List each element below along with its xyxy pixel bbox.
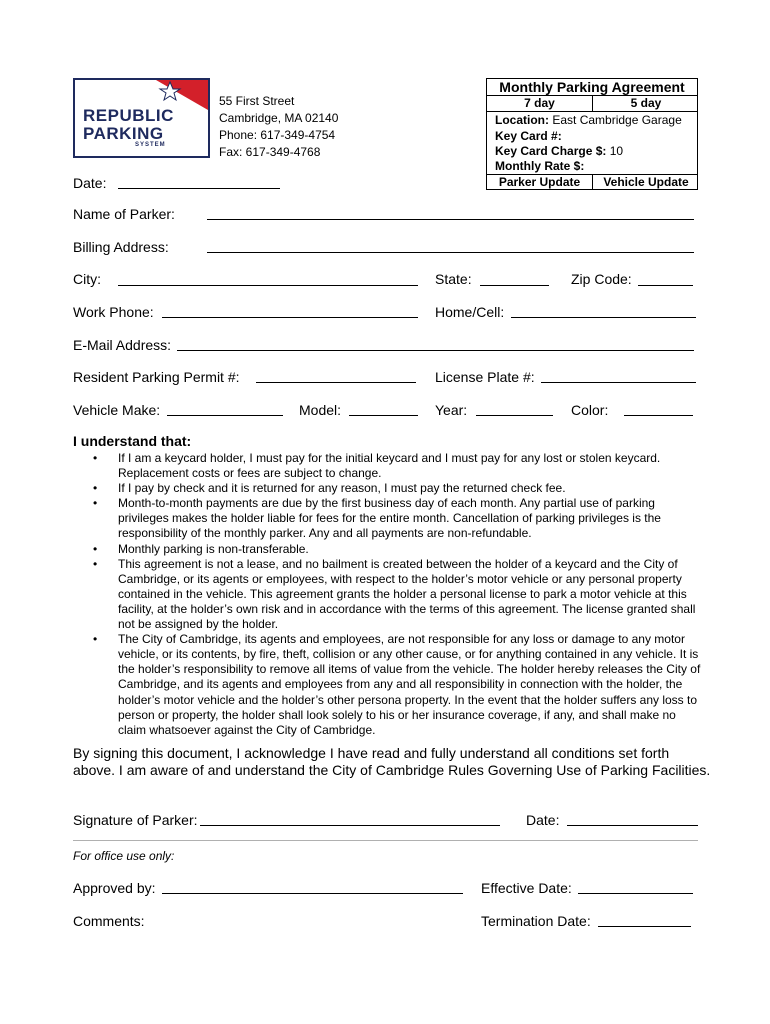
day-option-row [487, 96, 697, 112]
office-divider [73, 840, 698, 841]
make-label: Vehicle Make: [73, 402, 161, 418]
comments-label: Comments: [73, 913, 145, 929]
city-label: City: [73, 271, 101, 287]
location-line [495, 112, 682, 128]
option-5-day[interactable]: 5 day [630, 96, 662, 110]
agreement-title-row [487, 79, 697, 96]
agreement-box [486, 78, 698, 190]
republic-parking-logo [73, 78, 210, 158]
parker-update-option[interactable]: Parker Update [487, 175, 593, 190]
list-item: • If I am a keycard holder, I must pay for the initial keycard and I must pay for any lost or stolen keycard. Replacement costs or fees are subject to change. [93, 451, 703, 481]
signature-date-field[interactable] [567, 825, 698, 826]
termination-date-label: Termination Date: [481, 913, 591, 929]
keycard-charge-line [495, 143, 623, 159]
year-field[interactable] [476, 415, 553, 416]
color-field[interactable] [624, 415, 693, 416]
model-field[interactable] [349, 415, 418, 416]
year-label: Year: [435, 402, 468, 418]
make-field[interactable] [167, 415, 283, 416]
location-value: East Cambridge Garage [552, 113, 682, 127]
work-phone-label: Work Phone: [73, 304, 154, 320]
work-phone-field[interactable] [162, 317, 418, 318]
zip-label: Zip Code: [571, 271, 632, 287]
list-item: • Monthly parking is non-transferable. [93, 542, 703, 557]
acknowledgement-text: By signing this document, I acknowledge I have read and fully understand all conditions set forth above. I am aware of and understand the City of Cambridge Rules Governing Use of Parking Facilities. [73, 745, 711, 778]
signature-label: Signature of Parker: [73, 812, 198, 828]
logo-word-system: SYSTEM [135, 142, 166, 148]
option-7-day[interactable]: 7 day [487, 96, 593, 111]
vehicle-update-option[interactable]: Vehicle Update [603, 175, 689, 189]
list-item: • If I pay by check and it is returned for any reason, I must pay the returned check fee. [93, 481, 703, 496]
date-label: Date: [73, 175, 107, 191]
list-item: • This agreement is not a lease, and no bailment is created between the holder of a keycard and the City of Cambridge, or its agents or employees, with respect to the holder’s motor vehicle or any personal property contained in the vehicle. This agreement grants the holder a personal license to park a motor vehicle at this facility, at the holder’s own risk and in accordance with the terms of this agreement. The license granted shall not be assigned by the holder. [93, 557, 703, 632]
permit-label: Resident Parking Permit #: [73, 369, 240, 385]
address-fax: Fax: 617-349-4768 [219, 145, 321, 159]
permit-field[interactable] [256, 382, 416, 383]
license-label: License Plate #: [435, 369, 535, 385]
signature-date-label: Date: [526, 812, 560, 828]
terms-list [93, 451, 703, 738]
keycard-charge-label: Key Card Charge $: [495, 144, 607, 158]
signature-field[interactable] [200, 825, 500, 826]
address-city: Cambridge, MA 02140 [219, 111, 339, 125]
name-field[interactable] [207, 219, 694, 220]
list-item: • The City of Cambridge, its agents and employees, are not responsible for any loss or damage to any motor vehicle, or its contents, by fire, theft, collision or any other cause, or for anything contained in any vehicle. It is the holder’s responsibility to remove all items of value from the vehicle. The holder hereby releases the City of Cambridge, and its agents and employees from any and all responsibility in connection with the holder, the holder’s motor vehicle and the holder’s other persona property. In the event that the holder suffers any loss to person or property, the holder shall look solely to his or her insurance coverage, if any, and shall make no claim whatsoever against the City of Cambridge. [93, 632, 703, 738]
office-use-heading: For office use only: [73, 849, 175, 863]
city-field[interactable] [118, 285, 418, 286]
location-label: Location: [495, 113, 549, 127]
approved-by-label: Approved by: [73, 880, 156, 896]
model-label: Model: [299, 402, 342, 418]
termination-date-field[interactable] [598, 926, 691, 927]
keycard-label: Key Card #: [495, 129, 562, 143]
license-field[interactable] [541, 382, 696, 383]
zip-field[interactable] [638, 285, 693, 286]
terms-heading: I understand that: [73, 433, 192, 449]
keycard-charge-value: 10 [609, 144, 624, 158]
billing-field[interactable] [207, 252, 694, 253]
address-phone: Phone: 617-349-4754 [219, 128, 336, 142]
effective-date-field[interactable] [578, 893, 693, 894]
logo-word-parking: PARKING [83, 124, 164, 143]
update-row [487, 174, 697, 190]
home-cell-field[interactable] [511, 317, 696, 318]
name-label: Name of Parker: [73, 206, 175, 222]
monthly-rate-label: Monthly Rate $: [495, 159, 585, 173]
logo-word-republic: REPUBLIC [83, 106, 174, 125]
email-field[interactable] [177, 350, 694, 351]
billing-label: Billing Address: [73, 239, 169, 255]
email-label: E-Mail Address: [73, 337, 172, 353]
state-label: State: [435, 271, 472, 287]
address-street: 55 First Street [219, 94, 295, 108]
color-label: Color: [571, 402, 609, 418]
list-item: • Month-to-month payments are due by the first business day of each month. Any partial use of parking privileges makes the holder liable for fees for the entire month. Cancellation of parking privileges is the responsibility of the monthly parker. Any and all payments are non-refundable. [93, 496, 703, 541]
approved-by-field[interactable] [162, 893, 463, 894]
effective-date-label: Effective Date: [481, 880, 572, 896]
garage-address [219, 93, 338, 161]
date-field[interactable] [118, 188, 280, 189]
state-field[interactable] [480, 285, 549, 286]
home-cell-label: Home/Cell: [435, 304, 505, 320]
agreement-title: Monthly Parking Agreement [499, 79, 685, 95]
